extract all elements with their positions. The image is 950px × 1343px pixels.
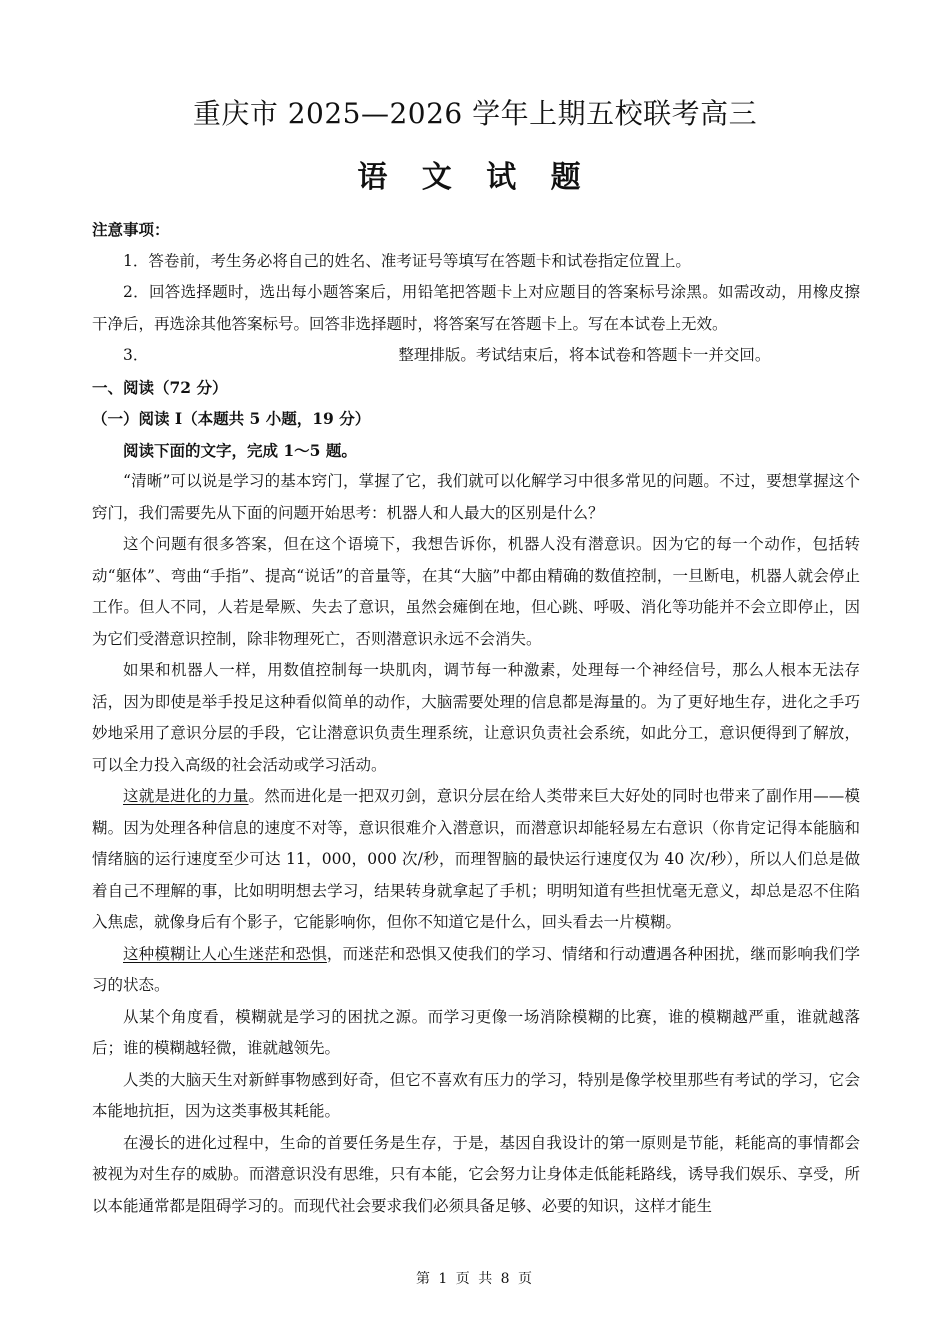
passage-paragraph-5-text: ，而迷茫和恐惧又使我们的学习、情绪和行动遭遇各种困扰，继而影响我们学习的状态。	[92, 944, 860, 994]
section-subheading: （一）阅读 I（本题共 5 小题，19 分）	[92, 409, 371, 428]
passage-paragraph-6: 从某个角度看，模糊就是学习的困扰之源。而学习更像一场消除模糊的比赛，谁的模糊越严重，谁就越落后；谁的模糊越轻微，谁就越领先。	[92, 1007, 860, 1057]
passage-paragraph-3: 如果和机器人一样，用数值控制每一块肌肉，调节每一种激素，处理每一个神经信号，那么人根本无法存活，因为即使是举手投足这种看似简单的动作，大脑需要处理的信息都是海量的。为了更好地生存，进化之手巧妙地采用了意识分层的手段，它让潜意识负责生理系统，让意识负责社会系统，如此分工，意识便得到了解放，可以全力投入高级的社会活动或学习活动。	[92, 661, 860, 774]
passage-paragraph-7: 人类的大脑天生对新鲜事物感到好奇，但它不喜欢有压力的学习，特别是像学校里那些有考试的学习，它会本能地抗拒，因为这类事极其耗能。	[92, 1070, 860, 1120]
notes-heading: 注意事项：	[92, 220, 170, 239]
passage-paragraph-2: 这个问题有很多答案，但在这个语境下，我想告诉你，机器人没有潜意识。因为它的每一个动作，包括转动“躯体”、弯曲“手指”、提高“说话”的音量等，在其“大脑”中都由精确的数值控制，一旦断电，机器人就会停止工作。但人不同，人若是晕厥、失去了意识，虽然会瘫倒在地，但心跳、呼吸、消化等功能并不会立即停止，因为它们受潜意识控制，除非物理死亡，否则潜意识永远不会消失。	[92, 535, 860, 648]
underlined-phrase-2: 这种模糊让人心生迷茫和恐惧	[123, 944, 327, 963]
passage-paragraph-8: 在漫长的进化过程中，生命的首要任务是生存，于是，基因自我设计的第一原则是节能，耗能高的事情都会被视为对生存的威胁。而潜意识没有思维，只有本能，它会努力让身体走低能耗路线，诱导我们娱乐、享受，所以本能通常都是阻碍学习的。而现代社会要求我们必须具备足够、必要的知识，这样才能生	[92, 1133, 860, 1215]
note-item-2: 2．回答选择题时，选出每小题答案后，用铅笔把答题卡上对应题目的答案标号涂黑。如需改动，用橡皮擦干净后，再选涂其他答案标号。回答非选择题时，将答案写在答题卡上。写在本试卷上无效。	[92, 283, 860, 333]
exam-title: 重庆市 2025—2026 学年上期五校联考高三	[192, 97, 758, 130]
note-item-1: 1．答卷前，考生务必将自己的姓名、准考证号等填写在答题卡和试卷指定位置上。	[123, 251, 691, 270]
page-number: 第 1 页 共 8 页	[415, 1271, 535, 1287]
underlined-phrase-1: 这就是进化的力量	[123, 787, 249, 805]
passage-paragraph-4-text: 。然而进化是一把双刃剑，意识分层在给人类带来巨大好处的同时也带来了副作用——模糊。因为处理各种信息的速度不对等，意识很难介入潜意识，而潜意识却能轻易左右意识（你肯定记得本能脑和情绪脑的运行速度至少可达 11，000，000 次/秒，而理智脑的最快运行速度仅为 40 次/秒），所以人们总是做着自己不理解的事，比如明明想去学习，结果转身就拿起了手机；明明知道有些担忧毫无意义，却总是忍不住陷入焦虑，就像身后有个影子，它能影响你，但你不知道它是什么，回头看去一片模糊。	[92, 787, 860, 931]
exam-subject-title: 语 文 试 题	[357, 160, 593, 195]
note-item-3	[92, 340, 860, 372]
passage-paragraph-5	[92, 939, 860, 1002]
note-item-3-number: 3．	[123, 346, 149, 364]
note-item-3-text: 整理排版。考试结束后，将本试卷和答题卡一并交回。	[398, 346, 771, 364]
passage-paragraph-4	[92, 781, 860, 939]
section-instruction: 阅读下面的文字，完成 1～5 题。	[123, 440, 357, 460]
section-heading: 一、阅读（72 分）	[92, 377, 228, 397]
passage-paragraph-1: “清晰”可以说是学习的基本窍门，掌握了它，我们就可以化解学习中很多常见的问题。不过，要想掌握这个窍门，我们需要先从下面的问题开始思考：机器人和人最大的区别是什么？	[92, 472, 860, 522]
exam-body	[92, 214, 860, 1222]
